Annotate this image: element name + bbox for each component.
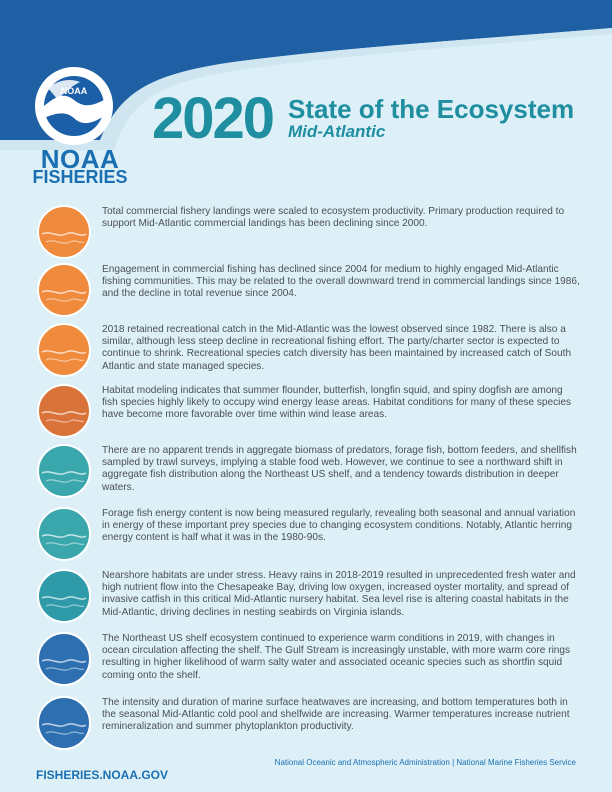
page-subtitle: Mid-Atlantic [288,122,386,141]
division-name: FISHERIES [32,167,128,187]
finding-item [36,383,586,443]
finding-item [36,443,586,503]
finding-item [36,695,586,755]
website-link[interactable]: FISHERIES.NOAA.GOV [36,768,169,782]
finding-item [36,262,586,322]
logo-badge-text: NOAA [60,86,88,96]
thermometer-icon [36,695,92,751]
fish-biomass-icon [36,443,92,499]
finding-item [36,568,586,628]
finding-text: Forage fish energy content is now being measured regularly, revealing both seasonal and annual variation in energy of these important prey species due to changing ecosystem conditions. Notably, Atlantic herring energy content is half what it was in the 1980-90s. [102,508,576,544]
org-name: NOAA [40,144,120,174]
finding-item [36,322,586,382]
report-year: 2020 [152,86,274,151]
nearshore-habitat-icon [36,568,92,624]
finding-text: The intensity and duration of marine surface heatwaves are increasing, and bottom temperatures both in the seasonal Mid-Atlantic cold pool and shelfwide are increasing. Warmer temperatures increase nutrient remineralization and summer phytoplankton productivity. [102,697,570,733]
noaa-logo [34,66,114,146]
forage-fish-icon [36,506,92,562]
finding-text: Habitat modeling indicates that summer flounder, butterfish, longfin squid, and spiny dogfish are among fish species highly likely to occupy wind energy lease areas. Habitat conditions for many of these species have become more favorable over time within wind lease areas. [102,385,572,421]
finding-item [36,631,586,691]
finding-text: Nearshore habitats are under stress. Heavy rains in 2018-2019 resulted in unprecedented fresh water and high nutrient flow into the Chesapeake Bay, driving low oxygen, increased oyster mortality, and spread of invasive catfish in this critical Mid-Atlantic nursery habitat. Sea level rise is altering coastal habitats in the Mid-Atlantic, driving declines in nesting seabirds on Virginia islands. [102,570,576,618]
wind-energy-habitat-icon [36,383,92,439]
finding-item [36,204,586,264]
ocean-circulation-icon [36,631,92,687]
finding-text: 2018 retained recreational catch in the Mid-Atlantic was the lowest observed since 1982. There is also a similar, although less steep decline in recreational fishing effort. The party/charter sector is expected to continue to shrink. Recreational species catch diversity has been maintained by increased catch of South Atlantic and state managed species. [102,324,572,372]
fishing-boat-landings-icon [36,204,92,260]
finding-text: Engagement in commercial fishing has declined since 2004 for medium to highly engaged Mid-Atlantic fishing communities. This may be related to the overall downward trend in commercial landings since 1986, and the decline in total revenue since 2004. [102,264,580,300]
finding-text: There are no apparent trends in aggregate biomass of predators, forage fish, bottom feeders, and shellfish sampled by trawl surveys, implying a stable food web. However, we continue to see a northward shift in aggregate fish distribution along the Northeast US shelf, and a tendency towards distribution in deeper waters. [102,445,577,493]
finding-text: Total commercial fishery landings were scaled to ecosystem productivity. Primary production required to support Mid-Atlantic commercial landings has been declining since 2000. [102,206,565,230]
fishing-community-icon [36,262,92,318]
recreational-fishing-icon [36,322,92,378]
finding-text: The Northeast US shelf ecosystem continued to experience warm conditions in 2019, with changes in ocean circulation affecting the shelf. The Gulf Stream is increasingly unstable, with more warm core rings resulting in higher likelihood of warm salty water and associated oceanic species such as shortfin squid coming onto the shelf. [102,633,571,681]
finding-item [36,506,586,566]
page-title: State of the Ecosystem [288,94,575,124]
footer-credit: National Oceanic and Atmospheric Administration | National Marine Fisheries Service [274,758,576,767]
